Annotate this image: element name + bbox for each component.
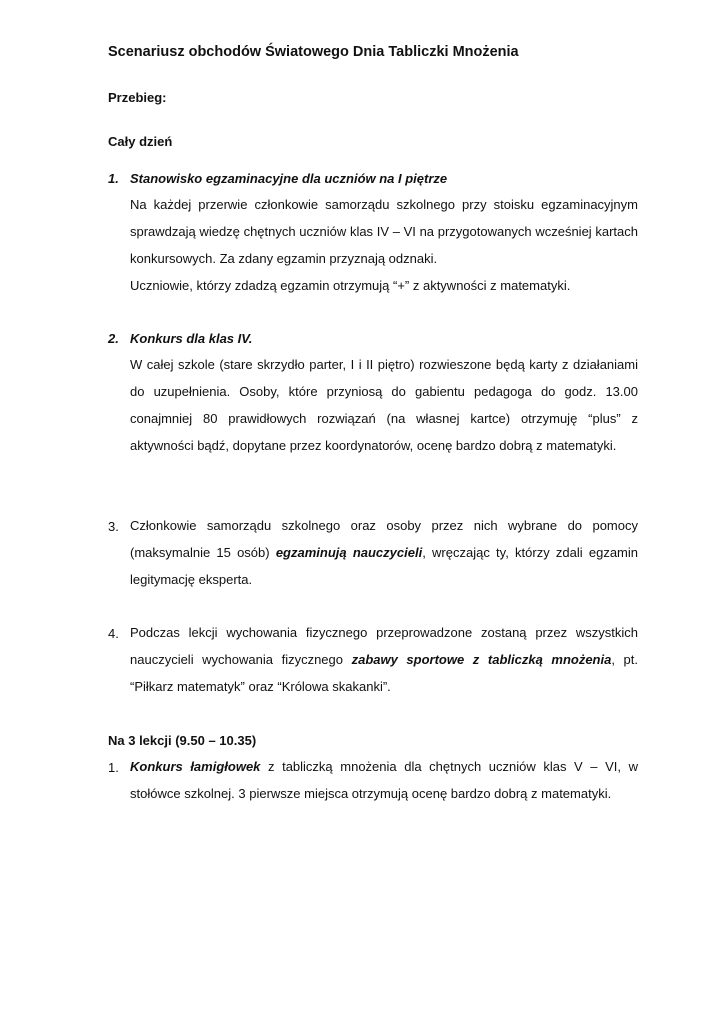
item-2-heading: Konkurs dla klas IV. xyxy=(130,331,253,346)
item-2-paragraph: W całej szkole (stare skrzydło parter, I i II piętro) rozwieszone będą karty z działaniami do uzupełnienia. Osoby, które przyniosą do gabientu pedagoga do godz. 13.00 conajmniej 80 prawidłowych rozwiązań (na własnej kartce) otrzymuję “plus” z aktywności bądź, dopytane przez koordynatorów, ocenę bardzo dobrą z matematyki. xyxy=(130,357,638,453)
lesson-3-emphasis: Konkurs łamigłowek xyxy=(130,759,261,774)
item-3-paragraph: Członkowie samorządu szkolnego oraz osoby przez nich wybrane do pomocy (maksymalnie 15 osób) egzaminują nauczycieli, wręczając ty, którzy zdali egzamin legitymację eksperta. xyxy=(130,518,638,587)
section-heading-caly-dzien: Cały dzień xyxy=(108,134,173,149)
item-3-emphasis: egzaminują nauczycieli xyxy=(275,545,423,560)
item-4-emphasis: zabawy sportowe z tabliczką mnożenia xyxy=(351,652,612,667)
list-number-2: 2. xyxy=(108,331,119,346)
section-heading-lesson-3: Na 3 lekcji (9.50 – 10.35) xyxy=(108,733,257,748)
lesson-3-paragraph: Konkurs łamigłowek z tabliczką mnożenia dla chętnych uczniów klas V – VI, w stołówce szkolnej. 3 pierwsze miejsca otrzymują ocenę bardzo dobrą z matematyki. xyxy=(130,759,639,801)
list-number-1: 1. xyxy=(108,171,119,186)
document-title: Scenariusz obchodów Światowego Dnia Tabliczki Mnożenia xyxy=(108,44,519,60)
list-number-4: 4. xyxy=(108,626,119,641)
item-4-paragraph: Podczas lekcji wychowania fizycznego przeprowadzone zostaną przez wszystkich nauczycieli wychowania fizycznego zabawy sportowe z tabliczką mnożenia, pt. “Piłkarz matematyk” oraz “Królowa skakanki”. xyxy=(130,625,638,694)
item-1-extra: Uczniowie, którzy zdadzą egzamin otrzymują “+” z aktywności z matematyki. xyxy=(130,278,571,293)
section-heading-przebieg: Przebieg: xyxy=(108,90,167,105)
list-number-3: 3. xyxy=(108,519,119,534)
item-1-heading: Stanowisko egzaminacyjne dla uczniów na I piętrze xyxy=(130,171,448,186)
list-number-lesson-1: 1. xyxy=(108,760,119,775)
item-1-paragraph: Na każdej przerwie członkowie samorządu szkolnego przy stoisku egzaminacyjnym sprawdzają wiedzę chętnych uczniów klas IV – VI na przygotowanych wcześniej kartach konkursowych. Za zdany egzamin przyznają odznaki. xyxy=(130,197,638,266)
